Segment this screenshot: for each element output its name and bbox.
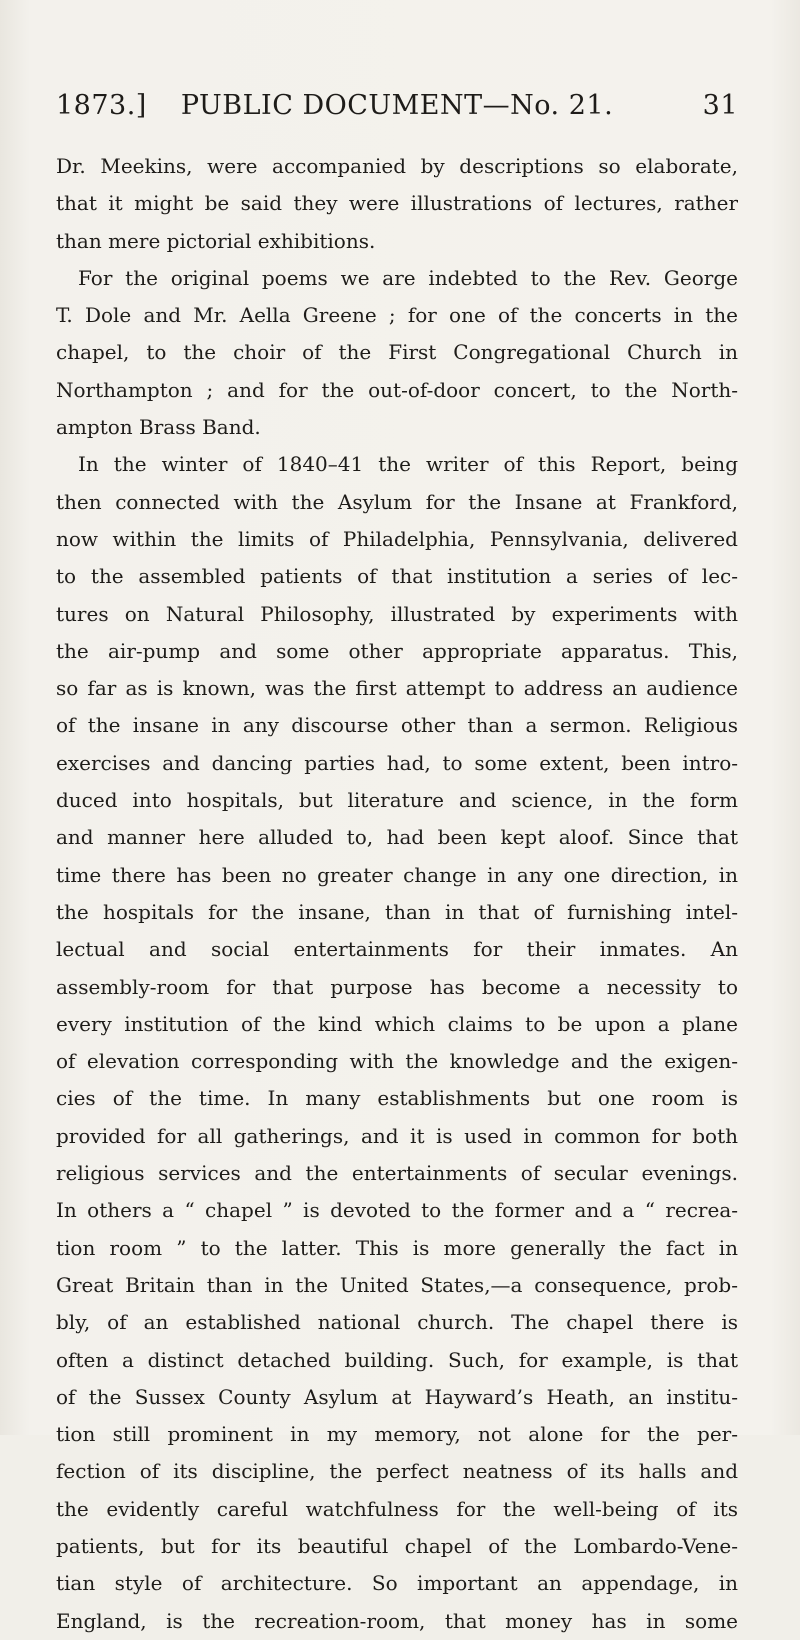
text-line: In others a “ chapel ” is devoted to the former and a “ recrea-: [56, 1198, 738, 1223]
text-line: For the original poems we are indebted to the Rev. George: [78, 265, 738, 290]
text-line: duced into hospitals, but literature and science, in the form: [56, 788, 738, 813]
text-line: then connected with the Asylum for the Insane at Frankford,: [56, 489, 738, 514]
running-head: [56, 90, 738, 130]
text-line: provided for all gatherings, and it is used in common for both: [56, 1123, 738, 1148]
text-line: tures on Natural Philosophy, illustrated by experiments with: [56, 601, 738, 626]
text-line: the evidently careful watchfulness for the well-being of its: [56, 1496, 738, 1521]
text-line: tion still prominent in my memory, not alone for the per-: [56, 1422, 738, 1447]
text-line: exercises and dancing parties had, to some extent, been intro-: [56, 750, 738, 775]
text-line: religious services and the entertainments of secular evenings.: [56, 1161, 738, 1186]
body-text: [56, 148, 738, 1640]
text-line: often a distinct detached building. Such, for example, is that: [56, 1347, 738, 1372]
text-line: cies of the time. In many establishments but one room is: [56, 1086, 738, 1111]
header-title: PUBLIC DOCUMENT—No. 21.: [180, 90, 614, 121]
text-line: patients, but for its beautiful chapel of the Lombardo-Vene-: [56, 1533, 738, 1558]
text-line: the hospitals for the insane, than in that of furnishing intel-: [56, 899, 738, 924]
text-line: than mere pictorial exhibitions.: [56, 228, 376, 253]
text-line: Northampton ; and for the out-of-door concert, to the North-: [56, 377, 738, 402]
text-line: and manner here alluded to, had been kept aloof. Since that: [56, 825, 738, 850]
text-line: ampton Brass Band.: [56, 415, 261, 440]
text-line: Great Britain than in the United States,—a consequence, prob-: [56, 1272, 738, 1297]
text-line: of the insane in any discourse other than a sermon. Religious: [56, 713, 738, 738]
header-year: 1873.]: [56, 90, 147, 121]
page-number: 31: [702, 90, 738, 121]
text-line: every institution of the kind which claims to be upon a plane: [56, 1011, 738, 1036]
text-line: Dr. Meekins, were accompanied by descriptions so elaborate,: [56, 154, 738, 178]
text-line: assembly-room for that purpose has become a necessity to: [56, 974, 738, 999]
text-line: fection of its discipline, the perfect neatness of its halls and: [56, 1459, 738, 1484]
text-line: now within the limits of Philadelphia, Pennsylvania, delivered: [56, 526, 738, 551]
text-line: T. Dole and Mr. Aella Greene ; for one of the concerts in the: [56, 303, 738, 328]
text-line: lectual and social entertainments for their inmates. An: [56, 937, 738, 962]
text-line: tion room ” to the latter. This is more generally the fact in: [56, 1235, 738, 1260]
text-line: to the assembled patients of that institution a series of lec-: [56, 564, 738, 589]
text-line: chapel, to the choir of the First Congregational Church in: [56, 340, 738, 365]
text-line: In the winter of 1840–41 the writer of this Report, being: [78, 452, 738, 477]
text-line: England, is the recreation-room, that money has in some: [56, 1608, 738, 1633]
text-line: that it might be said they were illustrations of lectures, rather: [56, 191, 738, 216]
text-line: of the Sussex County Asylum at Hayward’s Heath, an institu-: [56, 1384, 738, 1409]
text-line: so far as is known, was the first attempt to address an audience: [56, 676, 738, 701]
text-line: bly, of an established national church. The chapel there is: [56, 1310, 738, 1335]
text-line: time there has been no greater change in any one direction, in: [56, 862, 738, 887]
text-line: tian style of architecture. So important an appendage, in: [56, 1571, 738, 1596]
text-line: the air-pump and some other appropriate apparatus. This,: [56, 638, 738, 663]
text-line: of elevation corresponding with the knowledge and the exigen-: [56, 1049, 738, 1074]
